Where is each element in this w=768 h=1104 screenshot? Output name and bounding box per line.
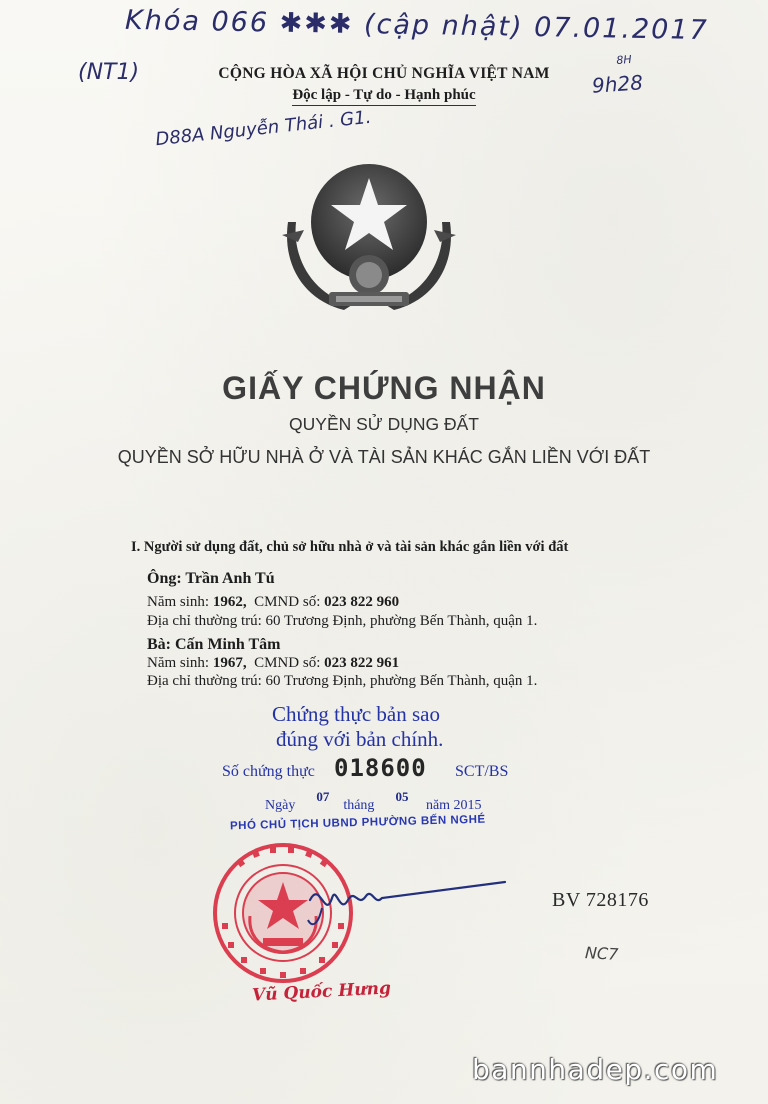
date-month-label: tháng xyxy=(343,798,375,813)
certification-line-2: đúng với bản chính. xyxy=(276,727,444,751)
motto xyxy=(0,87,768,106)
section-heading: I. Người sử dụng đất, chủ sở hữu nhà ở và tài sản khác gắn liền với đất xyxy=(131,539,569,555)
certification-line-1: Chứng thực bản sao xyxy=(272,702,440,726)
national-emblem-icon xyxy=(274,160,464,320)
serial-number: BV 728176 xyxy=(552,889,649,911)
owner-2-id-label: CMND số: xyxy=(254,655,321,671)
owner-2-birth-label: Năm sinh: xyxy=(147,655,210,671)
owner-2-address: Địa chỉ thường trú: 60 Trương Định, phường Bến Thành, quận 1. xyxy=(147,673,538,689)
owner-2-id-number: 023 822 961 xyxy=(324,655,400,671)
certificate-subtitle-2: QUYỀN SỞ HỮU NHÀ Ở VÀ TÀI SẢN KHÁC GẮN LIỀN VỚI ĐẤT xyxy=(117,447,651,467)
official-title: PHÓ CHỦ TỊCH UBND PHƯỜNG BẾN NGHÉ xyxy=(229,813,486,833)
owner-1-id-number: 023 822 960 xyxy=(324,594,400,610)
owner-2-details xyxy=(147,655,399,672)
signature-icon xyxy=(300,870,510,930)
motto-text: Độc lập - Tự do - Hạnh phúc xyxy=(292,87,475,106)
certification-suffix: SCT/BS xyxy=(455,763,509,780)
date-month: 05 xyxy=(395,789,409,804)
handwritten-small-note: 8H xyxy=(615,52,633,68)
watermark: bannhadep.com xyxy=(472,1053,719,1086)
owner-1-id-label: CMND số: xyxy=(254,594,321,610)
certificate-title: GIẤY CHỨNG NHẬN xyxy=(222,370,546,406)
nation-header: CỘNG HÒA XÃ HỘI CHỦ NGHĨA VIỆT NAM xyxy=(218,65,550,82)
handwritten-corner-note: NC7 xyxy=(584,943,619,964)
owner-1-details xyxy=(147,594,399,611)
date-day: 07 xyxy=(316,789,330,804)
date-day-label: Ngày xyxy=(265,798,296,813)
owner-1-birth-year: 1962, xyxy=(212,594,247,610)
signer-name: Vũ Quốc Hưng xyxy=(251,978,392,1006)
certification-number: 018600 xyxy=(334,754,427,782)
certification-date xyxy=(265,789,482,814)
certificate-subtitle-1: QUYỀN SỬ DỤNG ĐẤT xyxy=(289,414,479,434)
certification-number-label: Số chứng thực xyxy=(222,763,315,780)
handwritten-top-note: Khóa 066 ✱✱✱ (cập nhật) 07.01.2017 xyxy=(124,4,709,47)
handwritten-address-note: D88A Nguyễn Thái . G1. xyxy=(154,106,373,151)
owner-1-birth-label: Năm sinh: xyxy=(147,594,210,610)
handwritten-left-note: (NT1) xyxy=(78,60,140,85)
handwritten-time: 9h28 xyxy=(591,70,644,98)
owner-2-name: Bà: Cấn Minh Tâm xyxy=(147,636,281,653)
date-year: năm 2015 xyxy=(425,798,482,813)
owner-1-address: Địa chỉ thường trú: 60 Trương Định, phường Bến Thành, quận 1. xyxy=(147,613,538,629)
owner-2-birth-year: 1967, xyxy=(212,655,247,671)
owner-1-name: Ông: Trần Anh Tú xyxy=(147,570,275,587)
